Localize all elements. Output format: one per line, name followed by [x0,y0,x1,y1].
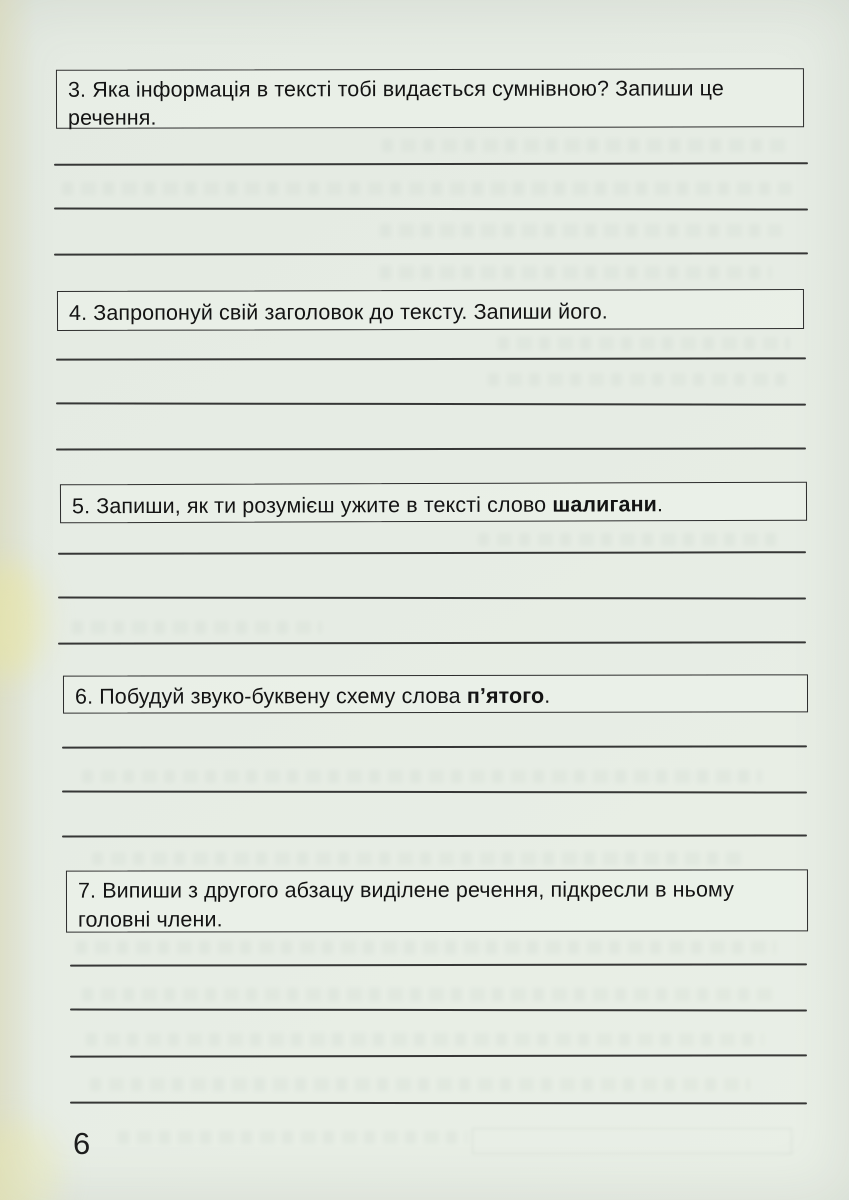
task-3-prompt-box [56,68,804,129]
bleed-through-artifact [498,337,790,350]
writing-line [56,447,806,450]
task-7-prompt-box [66,869,808,932]
task-3-prompt-text: 3. Яка інформація в тексті тобі видається сумнівною? Запиши це речення. [67,76,724,130]
writing-line [54,207,808,210]
bleed-through-artifact [82,770,762,783]
bleed-through-artifact [478,533,780,546]
writing-line [56,402,806,405]
writing-line [62,745,807,748]
bleed-through-artifact [76,941,776,954]
page-edge-glow [0,1120,60,1200]
writing-line [70,1008,807,1011]
page-number: 6 [73,1126,91,1161]
writing-line [54,162,808,166]
bleed-through-artifact [86,1033,764,1046]
writing-line [70,1102,807,1105]
bleed-through-artifact [380,224,782,237]
writing-line [70,1054,807,1057]
bleed-through-artifact [382,139,790,152]
bleed-through-artifact [472,1128,792,1154]
bleed-through-artifact [82,988,772,1001]
task-6-prompt-box [63,674,808,713]
writing-line [70,963,807,966]
bleed-through-artifact [72,621,322,634]
bleed-through-artifact [118,1131,468,1144]
task-6-prompt-text: 6. Побудуй звуко-буквену схему слова п’ятого. [74,683,551,709]
page-edge-tint [0,0,36,1200]
task-4-prompt-text: 4. Запропонуй свій заголовок до тексту. Запиши його. [68,299,608,325]
writing-line [62,834,807,837]
task-5-prompt-box [60,482,807,524]
writing-line [58,641,806,644]
writing-line [58,551,806,555]
task-5-prompt-text: 5. Запиши, як ти розумієш ужите в тексті слово шалигани. [71,492,664,519]
writing-line [56,357,806,360]
bleed-through-artifact [90,1078,750,1091]
task-7-prompt-text: 7. Випиши з другого абзацу виділене речення, підкресли в ньому головні члени. [77,877,734,932]
task-4-prompt-box [57,289,804,331]
page-edge-glow [0,560,44,680]
bleed-through-artifact [380,266,772,279]
writing-line [62,790,807,793]
bleed-through-artifact [488,373,788,386]
bleed-through-artifact [62,182,792,195]
bleed-through-artifact [92,852,742,865]
writing-line [58,596,806,599]
writing-line [54,252,808,255]
